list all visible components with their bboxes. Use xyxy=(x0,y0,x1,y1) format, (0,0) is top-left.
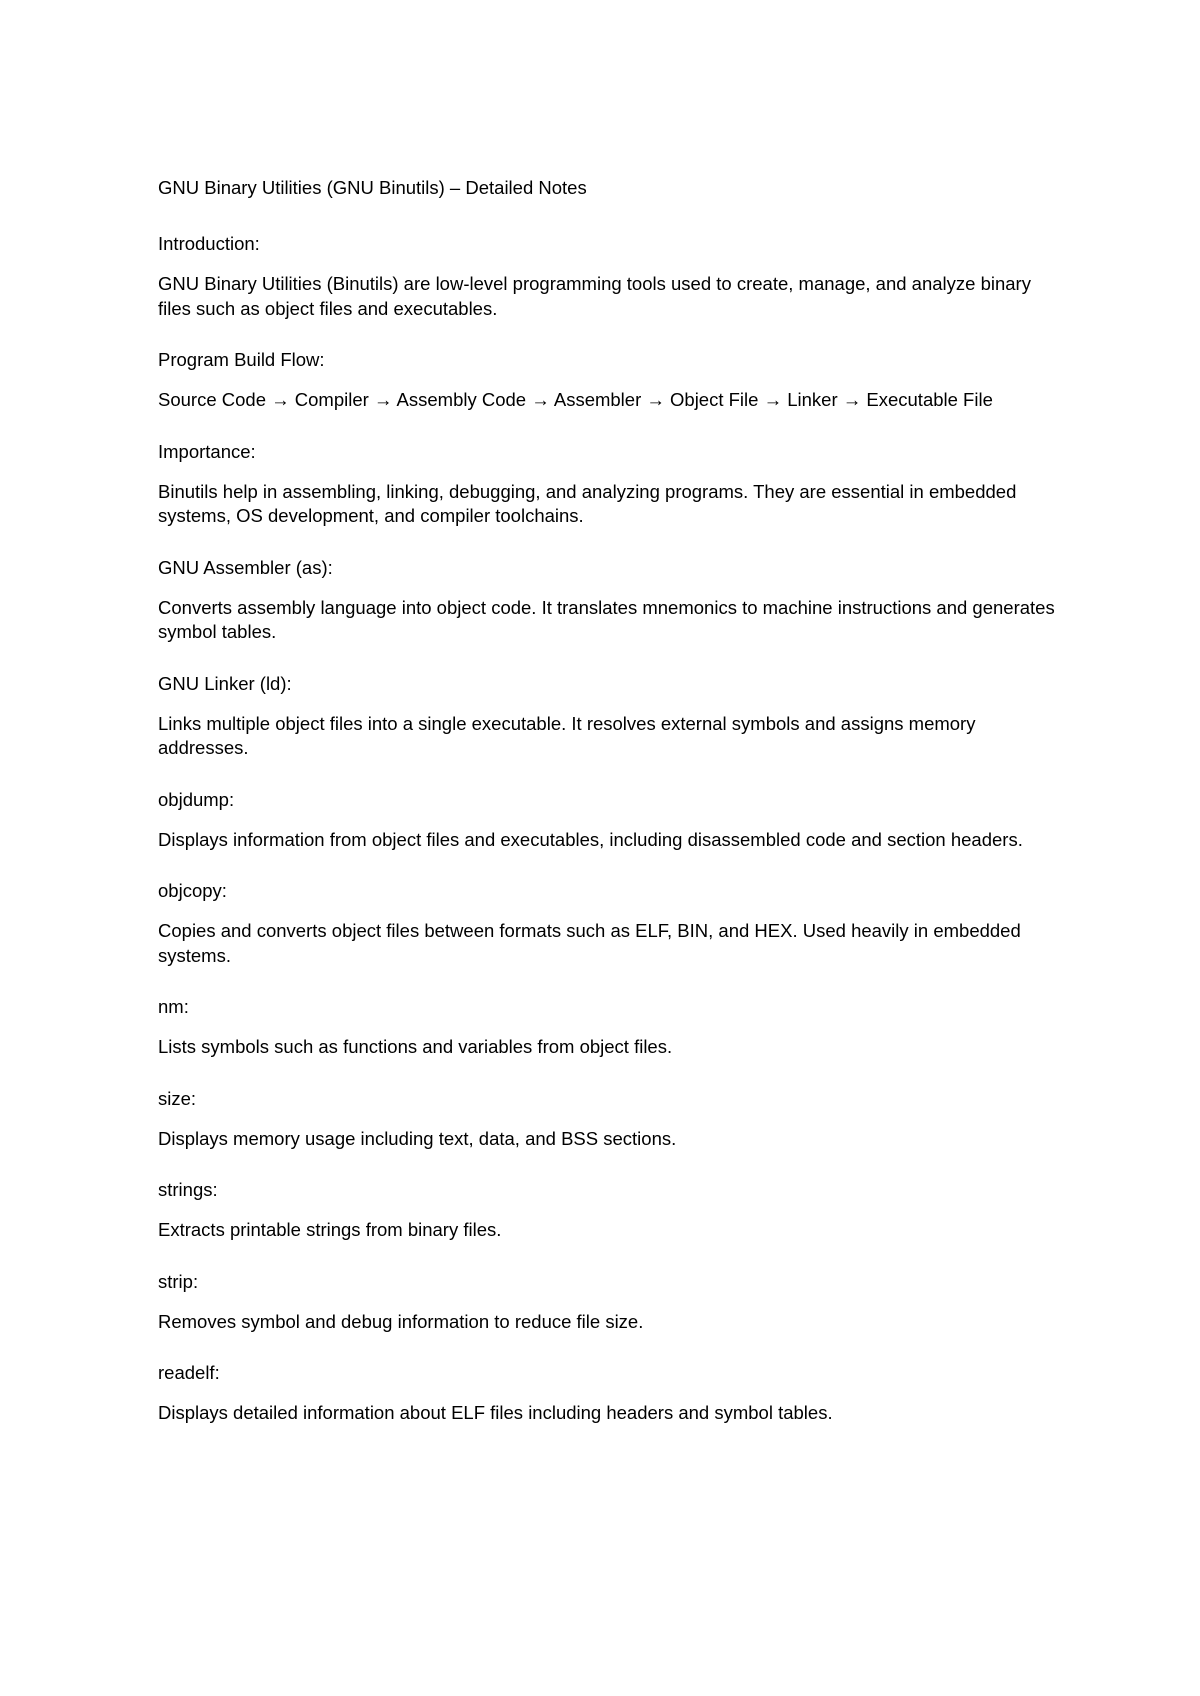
section-strip xyxy=(158,1270,1058,1335)
section-heading: strings: xyxy=(158,1179,218,1200)
section-body: Removes symbol and debug information to reduce file size. xyxy=(158,1310,644,1332)
section-strings xyxy=(158,1178,1058,1243)
section-heading: objcopy: xyxy=(158,880,227,901)
document-title: GNU Binary Utilities (GNU Binutils) – Detailed Notes xyxy=(158,177,587,198)
section-body: Converts assembly language into object code. It translates mnemonics to machine instructions and generates symbol tables. xyxy=(158,596,1055,642)
section-importance xyxy=(158,440,1058,529)
section-heading: Introduction: xyxy=(158,233,260,254)
document-page xyxy=(158,176,1058,1453)
section-program-build-flow xyxy=(158,348,1058,413)
section-body: Links multiple object files into a single executable. It resolves external symbols and assigns memory addresses. xyxy=(158,712,976,758)
section-gnu-linker xyxy=(158,672,1058,761)
section-body: Copies and converts object files between formats such as ELF, BIN, and HEX. Used heavily in embedded systems. xyxy=(158,920,1021,966)
section-heading: nm: xyxy=(158,996,189,1017)
section-readelf xyxy=(158,1361,1058,1426)
section-body: Binutils help in assembling, linking, debugging, and analyzing programs. They are essential in embedded systems, OS development, and compiler toolchains. xyxy=(158,480,1017,526)
section-heading: strip: xyxy=(158,1270,199,1292)
section-heading: Program Build Flow: xyxy=(158,349,325,370)
section-nm xyxy=(158,995,1058,1060)
section-body: Displays information from object files and executables, including disassembled code and section headers. xyxy=(158,828,1023,850)
section-body: GNU Binary Utilities (Binutils) are low-level programming tools used to create, manage, and analyze binary files such as object files and executables. xyxy=(158,273,1031,319)
section-body: Displays memory usage including text, data, and BSS sections. xyxy=(158,1127,677,1149)
section-heading: size: xyxy=(158,1087,197,1109)
section-body: Displays detailed information about ELF files including headers and symbol tables. xyxy=(158,1402,833,1423)
section-body: Lists symbols such as functions and variables from object files. xyxy=(158,1036,673,1057)
section-objcopy xyxy=(158,879,1058,968)
section-heading: objdump: xyxy=(158,788,235,810)
section-size xyxy=(158,1087,1058,1152)
section-gnu-assembler xyxy=(158,556,1058,645)
section-introduction xyxy=(158,232,1058,321)
section-heading: readelf: xyxy=(158,1362,220,1383)
section-objdump xyxy=(158,788,1058,853)
section-body: Source Code → Compiler → Assembly Code → Assembler → Object File → Linker → Executable File xyxy=(158,389,993,410)
section-heading: GNU Assembler (as): xyxy=(158,556,333,578)
section-body: Extracts printable strings from binary files. xyxy=(158,1219,502,1240)
section-heading: GNU Linker (ld): xyxy=(158,672,292,694)
section-heading: Importance: xyxy=(158,440,256,462)
